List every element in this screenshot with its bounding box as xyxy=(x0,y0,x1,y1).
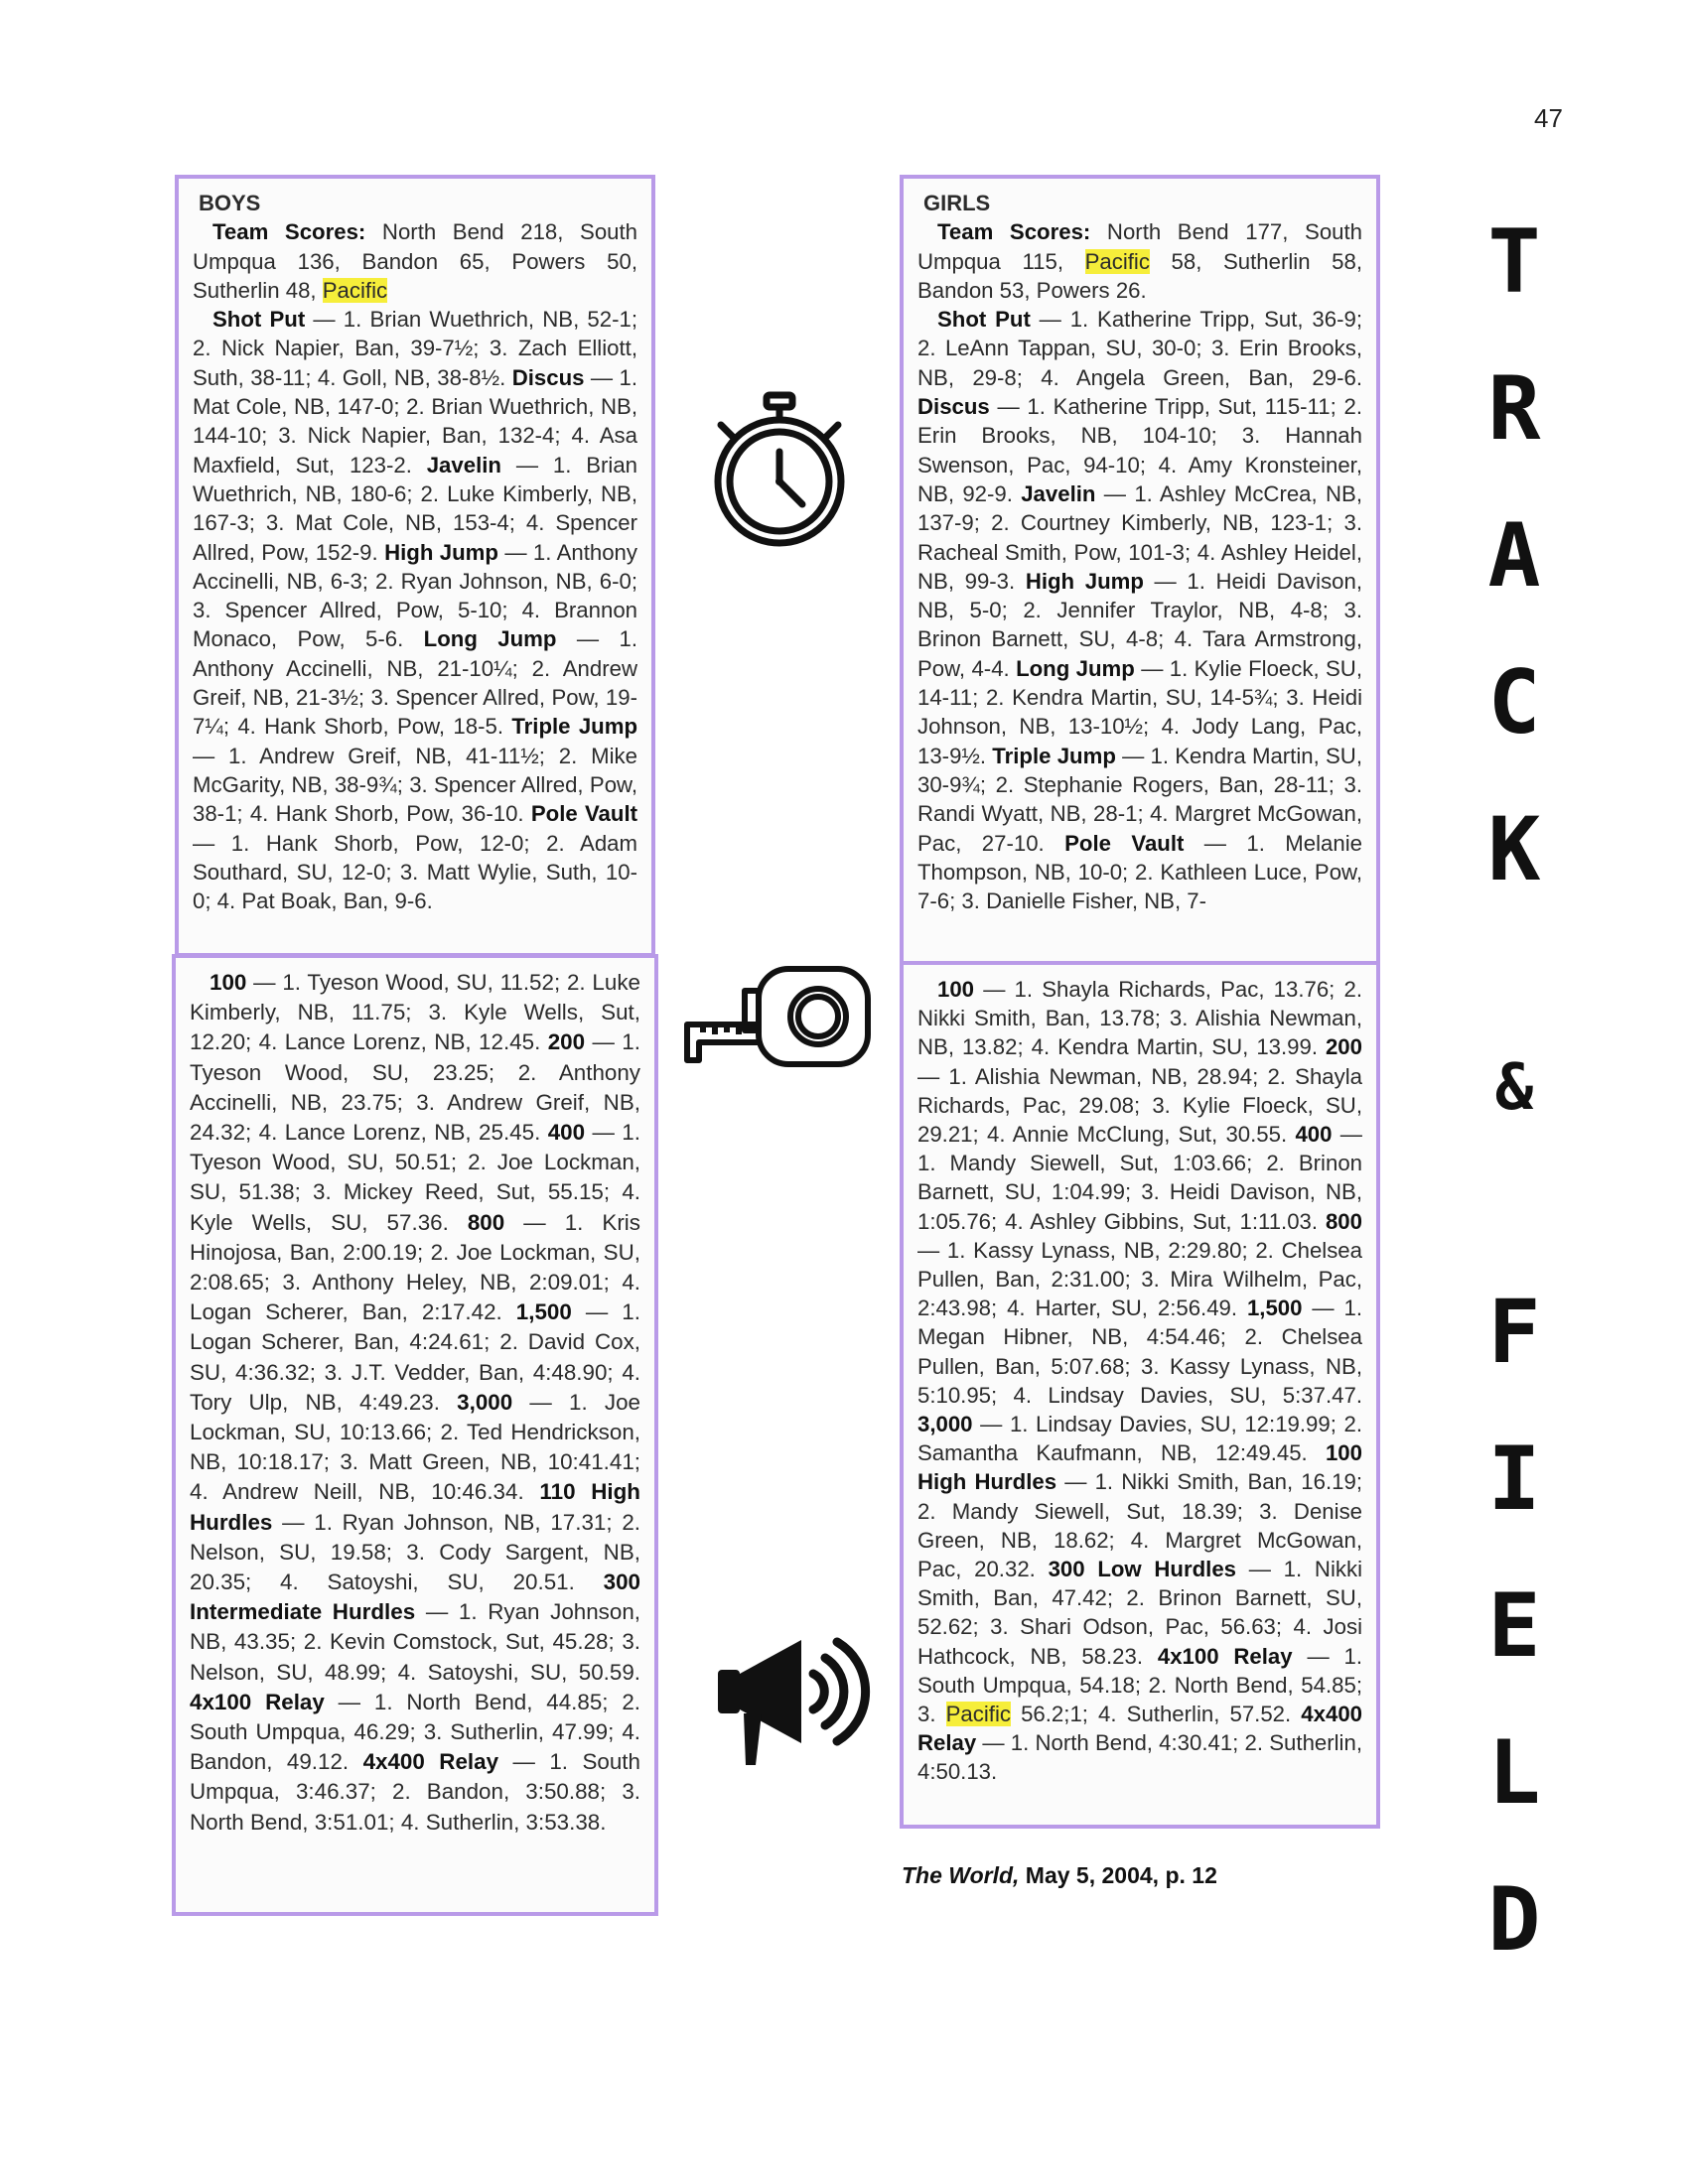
boys-heading: BOYS xyxy=(199,191,261,215)
page-number: 47 xyxy=(1534,103,1563,133)
girls-team-scores: Team Scores: North Bend 177, South Umpqua 115, Pacific 58, Sutherlin 58, Bandon 53, Powers 26. xyxy=(917,219,1362,303)
megaphone-icon xyxy=(710,1628,879,1777)
girls-track-clipping xyxy=(900,961,1380,1829)
boys-field-clipping xyxy=(175,175,655,957)
title-letter-i: I xyxy=(1487,1428,1541,1530)
title-letter-t: T xyxy=(1487,210,1541,313)
girls-field-events: Shot Put — 1. Katherine Tripp, Sut, 36-9; 2. LeAnn Tappan, SU, 30-0; 3. Erin Brooks, NB, 29-8; 4. Angela Green, Ban, 29-6. Discus — 1. Katherine Tripp, Sut, 115-11; 2. Erin Brooks, NB, 104-10; 3. Hannah Swenson, Pac, 94-10; 4. Amy Kronsteiner, NB, 92-9. Javelin — 1. Ashley McCrea, NB, 137-9; 2. Courtney Kimberly, NB, 123-1; 3. Racheal Smith, Pow, 101-3; 4. Ashley Heidel, NB, 99-3. High Jump — 1. Heidi Davison, NB, 5-0; 2. Jennifer Traylor, NB, 4-8; 3. Brinon Barnett, SU, 4-8; 4. Tara Armstrong, Pow, 4-4. Long Jump — 1. Kylie Floeck, SU, 14-11; 2. Kendra Martin, SU, 14-5¾; 3. Heidi Johnson, NB, 13-10½; 4. Jody Lang, Pac, 13-9½. Triple Jump — 1. Kendra Martin, SU, 30-9¾; 2. Stephanie Rogers, Ban, 28-11; 3. Randi Wyatt, NB, 28-1; 4. Margret McGowan, Pac, 27-10. Pole Vault — 1. Melanie Thompson, NB, 10-0; 2. Kathleen Luce, Pow, 7-6; 3. Danielle Fisher, NB, 7- xyxy=(917,307,1363,914)
title-letter-r: R xyxy=(1487,357,1541,460)
girls-heading: GIRLS xyxy=(923,191,991,215)
title-ampersand: & xyxy=(1494,1051,1534,1125)
tape-measure-icon xyxy=(679,961,878,1090)
title-letter-k: K xyxy=(1487,798,1541,900)
title-letter-l: L xyxy=(1487,1721,1541,1824)
girls-track-events: 100 — 1. Shayla Richards, Pac, 13.76; 2. Nikki Smith, Ban, 13.78; 3. Alishia Newman, NB, 13.82; 4. Kendra Martin, SU, 13.99. 200 — 1. Alishia Newman, NB, 28.94; 2. Shayla Richards, Pac, 29.08; 3. Kylie Floeck, SU, 29.21; 4. Annie McClung, Sut, 30.55. 400 — 1. Mandy Siewell, Sut, 1:03.66; 2. Brinon Barnett, SU, 1:04.99; 3. Heidi Davison, NB, 1:05.76; 4. Ashley Gibbins, Sut, 1:11.03. 800 — 1. Kassy Lynass, NB, 2:29.80; 2. Chelsea Pullen, Ban, 2:31.00; 3. Mira Wilhelm, Pac, 2:43.98; 4. Harter, SU, 2:56.49. 1,500 — 1. Megan Hibner, NB, 4:54.46; 2. Chelsea Pullen, Ban, 5:07.68; 3. Kassy Lynass, NB, 5:10.95; 4. Lindsay Davies, SU, 5:37.47. 3,000 — 1. Lindsay Davies, SU, 12:19.99; 2. Samantha Kaufmann, NB, 12:49.45. 100 High Hurdles — 1. Nikki Smith, Ban, 16.19; 2. Mandy Siewell, Sut, 18.39; 3. Denise Green, NB, 18.62; 4. Margret McGowan, Pac, 20.32. 300 Low Hurdles — 1. Nikki Smith, Ban, 47.42; 2. Brinon Barnett, SU, 52.62; 3. Shari Odson, Pac, 56.63; 4. Josi Hathcock, NB, 58.23. 4x100 Relay — 1. South Umpqua, 54.18; 2. North Bend, 54.85; 3. Pacific 56.2;1; 4. Sutherlin, 57.52. 4x400 Relay — 1. North Bend, 4:30.41; 2. Sutherlin, 4:50.13. xyxy=(917,977,1362,1785)
title-letter-e: E xyxy=(1487,1574,1541,1677)
source-caption: The World, May 5, 2004, p. 12 xyxy=(902,1862,1217,1888)
title-letter-c: C xyxy=(1487,651,1541,753)
stopwatch-icon xyxy=(695,387,864,556)
boys-field-events: Shot Put — 1. Brian Wuethrich, NB, 52-1; 2. Nick Napier, Ban, 39-7½; 3. Zach Elliott, Suth, 38-11; 4. Goll, NB, 38-8½. Discus — 1. Mat Cole, NB, 147-0; 2. Brian Wuethrich, NB, 144-10; 3. Nick Napier, Ban, 132-4; 4. Asa Maxfield, Sut, 123-2. Javelin — 1. Brian Wuethrich, NB, 180-6; 2. Luke Kimberly, NB, 167-3; 3. Mat Cole, NB, 153-4; 4. Spencer Allred, Pow, 152-9. High Jump — 1. Anthony Accinelli, NB, 6-3; 2. Ryan Johnson, NB, 6-0; 3. Spencer Allred, Pow, 5-10; 4. Brannon Monaco, Pow, 5-6. Long Jump — 1. Anthony Accinelli, NB, 21-10¼; 2. Andrew Greif, NB, 21-3½; 3. Spencer Allred, Pow, 19-7¼; 4. Hank Shorb, Pow, 18-5. Triple Jump — 1. Andrew Greif, NB, 41-11½; 2. Mike McGarity, NB, 38-9¾; 3. Spencer Allred, Pow, 38-1; 4. Hank Shorb, Pow, 36-10. Pole Vault — 1. Hank Shorb, Pow, 12-0; 2. Adam Southard, SU, 12-0; 3. Matt Wylie, Suth, 10-0; 4. Pat Boak, Ban, 9-6. xyxy=(193,307,638,914)
girls-field-clipping xyxy=(900,175,1380,965)
pacific-highlight: Pacific xyxy=(322,277,388,303)
boys-team-scores: Team Scores: North Bend 218, South Umpqua 136, Bandon 65, Powers 50, Sutherlin 48, Pacific xyxy=(193,219,637,303)
pacific-highlight: Pacific xyxy=(1084,248,1150,274)
title-letter-a: A xyxy=(1487,504,1541,607)
title-letter-d: D xyxy=(1487,1868,1541,1971)
pacific-highlight: Pacific xyxy=(945,1702,1011,1727)
boys-track-clipping xyxy=(172,954,658,1916)
title-letter-f: F xyxy=(1487,1281,1541,1383)
boys-track-events: 100 — 1. Tyeson Wood, SU, 11.52; 2. Luke Kimberly, NB, 11.75; 3. Kyle Wells, Sut, 12.20; 4. Lance Lorenz, NB, 12.45. 200 — 1. Tyeson Wood, SU, 23.25; 2. Anthony Accinelli, NB, 23.75; 3. Andrew Greif, NB, 24.32; 4. Lance Lorenz, NB, 25.45. 400 — 1. Tyeson Wood, SU, 50.51; 2. Joe Lockman, SU, 51.38; 3. Mickey Reed, Sut, 55.15; 4. Kyle Wells, SU, 57.36. 800 — 1. Kris Hinojosa, Ban, 2:00.19; 2. Joe Lockman, SU, 2:08.65; 3. Anthony Heley, NB, 2:09.01; 4. Logan Scherer, Ban, 2:17.42. 1,500 — 1. Logan Scherer, Ban, 4:24.61; 2. David Cox, SU, 4:36.32; 3. J.T. Vedder, Ban, 4:48.90; 4. Tory Ulp, NB, 4:49.23. 3,000 — 1. Joe Lockman, SU, 10:13.66; 2. Ted Hendrickson, NB, 10:18.17; 3. Matt Green, NB, 10:41.41; 4. Andrew Neill, NB, 10:46.34. 110 High Hurdles — 1. Ryan Johnson, NB, 17.31; 2. Nelson, SU, 19.58; 3. Cody Sargent, NB, 20.35; 4. Satoyshi, SU, 20.51. 300 Intermediate Hurdles — 1. Ryan Johnson, NB, 43.35; 2. Kevin Comstock, Sut, 45.28; 3. Nelson, SU, 48.99; 4. Satoyshi, SU, 50.59. 4x100 Relay — 1. North Bend, 44.85; 2. South Umpqua, 46.29; 3. Sutherlin, 47.99; 4. Bandon, 49.12. 4x400 Relay — 1. South Umpqua, 3:46.37; 2. Bandon, 3:50.88; 3. North Bend, 3:51.01; 4. Sutherlin, 3:53.38. xyxy=(190,970,641,1835)
